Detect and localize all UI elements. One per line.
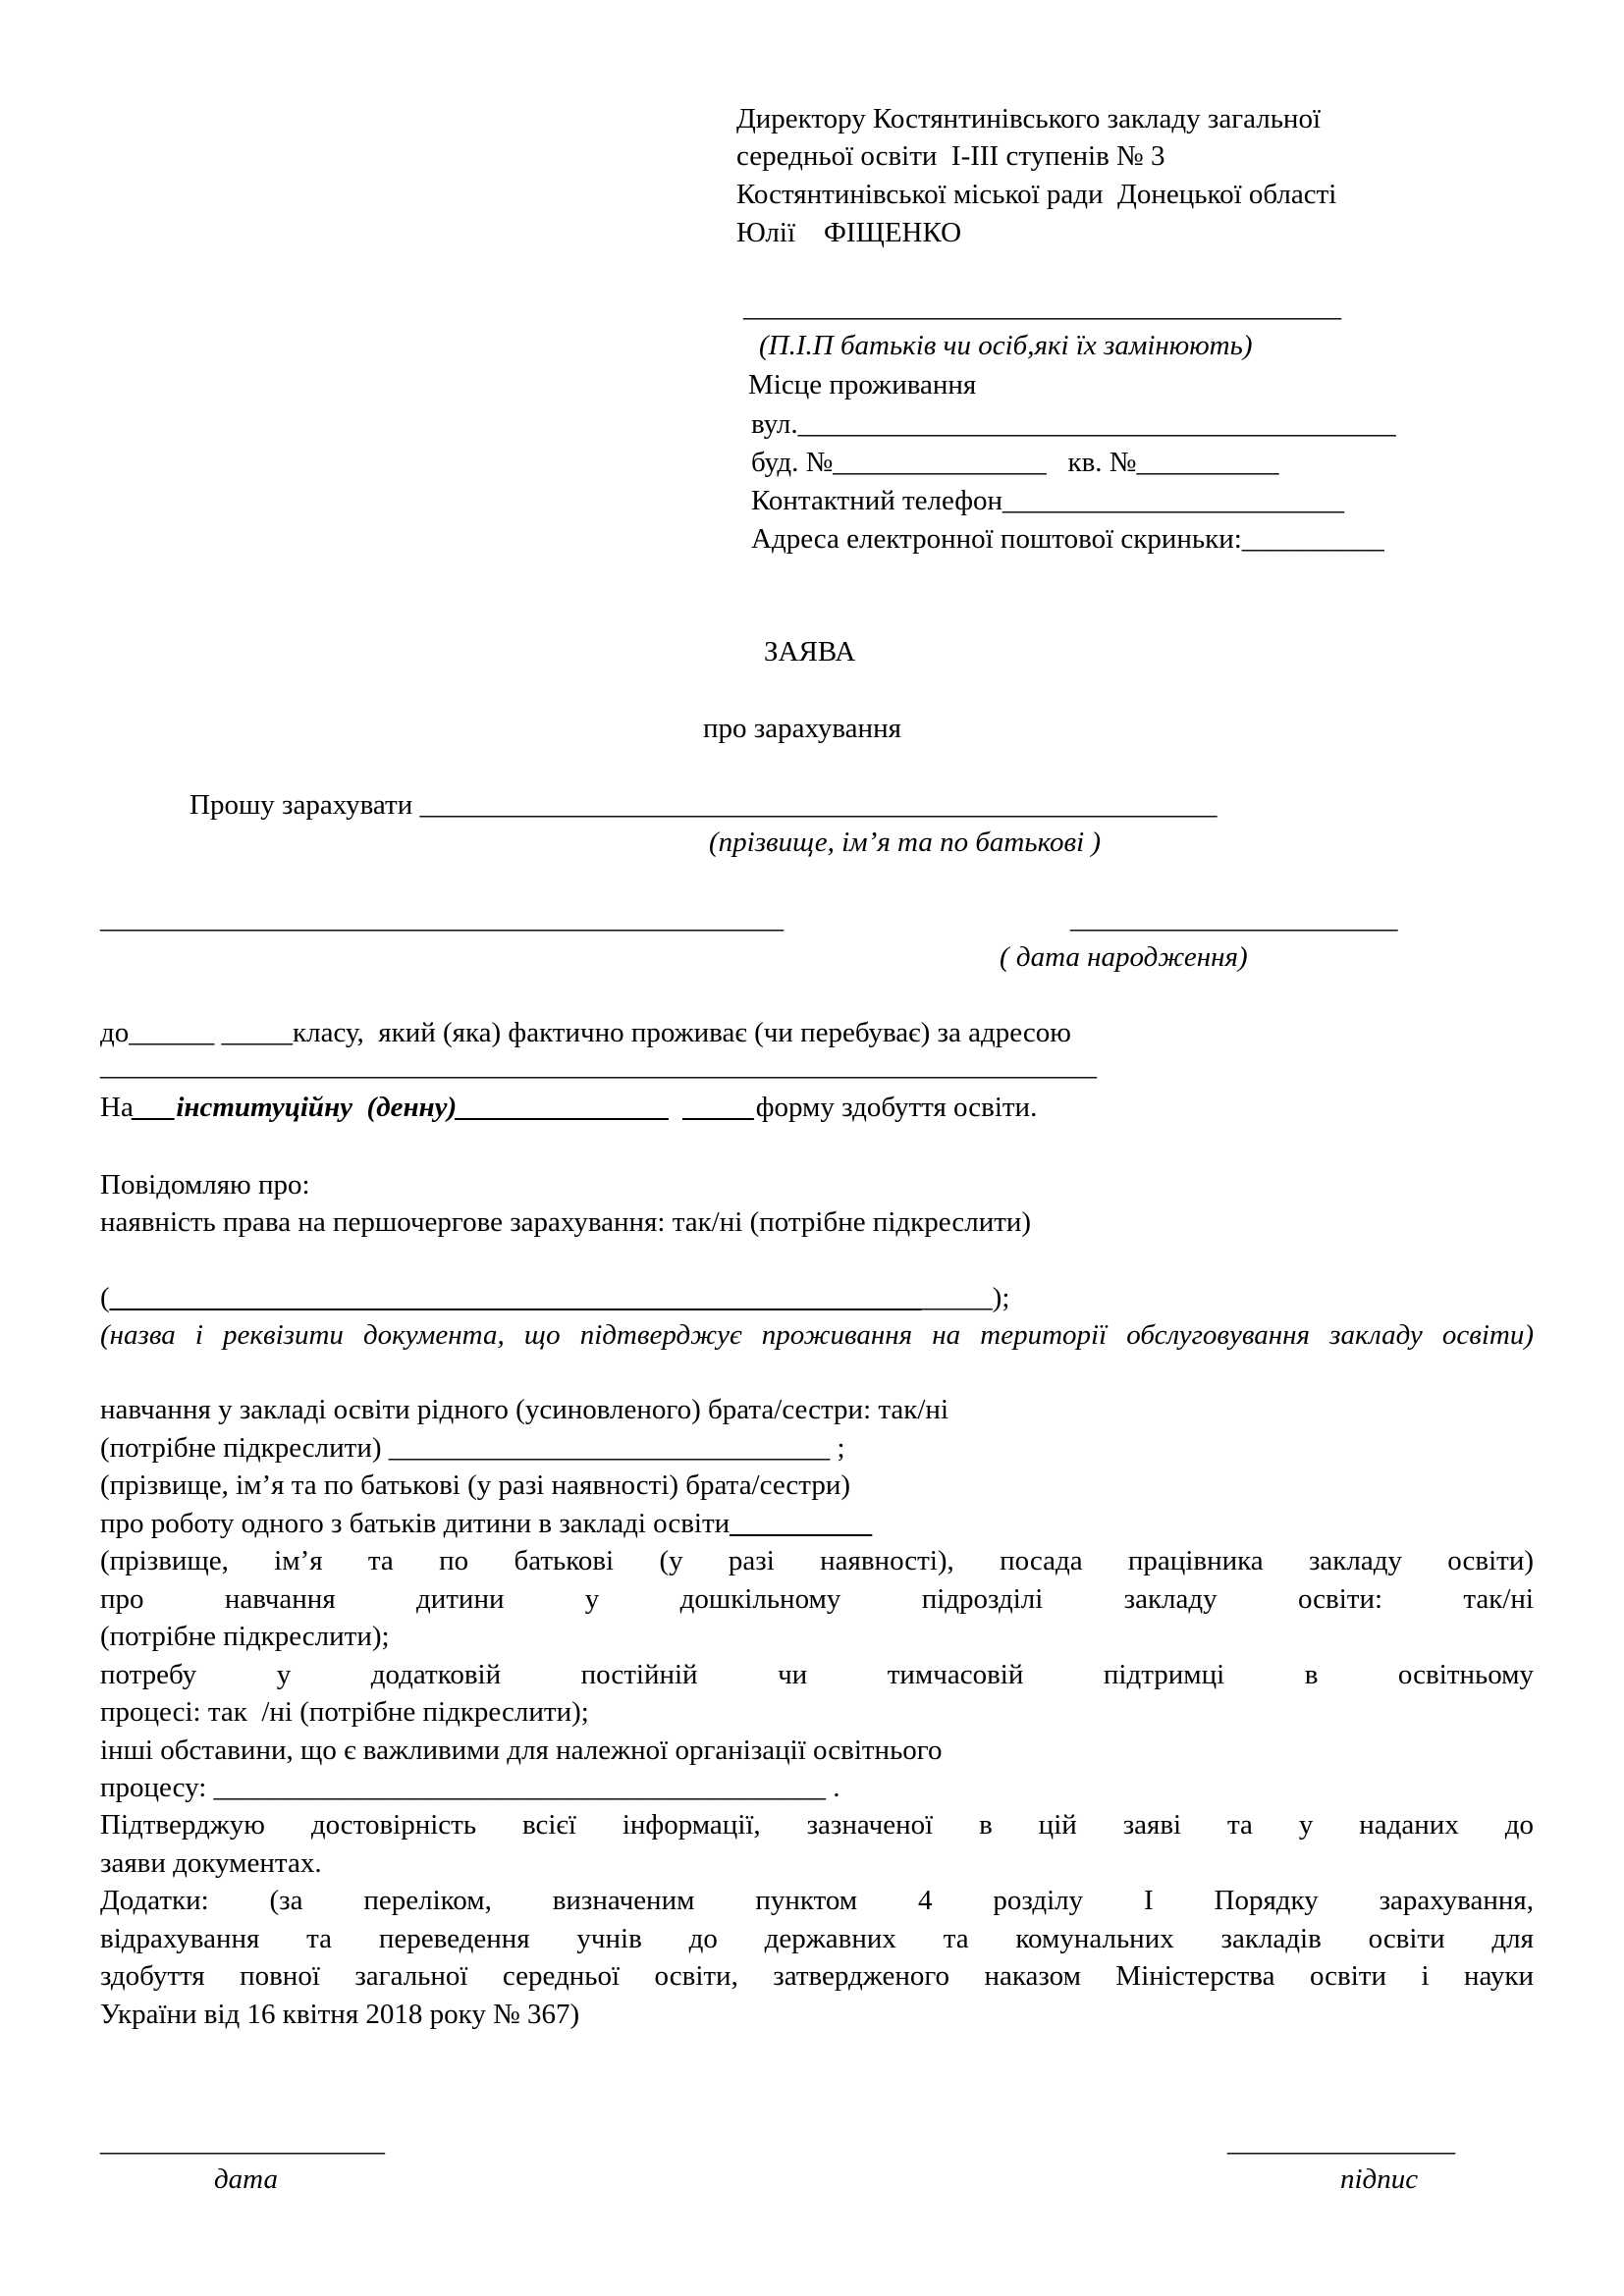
document-hint: (назва і реквізити документа, що підтверджує проживання на території обслуговування закладу освіти) [100,1319,1534,1351]
residence-label: Місце проживання [748,369,977,400]
parent-work-hint: (прізвище, ім’я та по батькові (у разі наявності), посада працівника закладу освіти) [100,1545,1534,1576]
address-blank[interactable]: ______________________________________________________________________ [100,1050,1097,1082]
confirm-line: Підтверджую достовірність всієї інформації, зазначеної в цій заяві та у наданих до [100,1809,1534,1841]
signature-field[interactable]: ________________ [1227,2126,1455,2158]
applicant-name-blank[interactable]: __________________________________________ [743,292,1341,323]
attachments-line-4: України від 16 квітня 2018 року № 367) [100,1999,580,2030]
email-field[interactable]: Адреса електронної поштової скриньки:__________ [751,523,1384,555]
parent-work-line[interactable] [100,1506,872,1541]
inform-heading: Повідомляю про: [100,1169,310,1201]
confirm-line-2: заяви документах. [100,1847,322,1879]
attachments-line-1: Додатки: (за переліком, визначеним пунктом 4 розділу І Порядку зарахування, [100,1885,1534,1916]
request-hint: (прізвище, ім’я та по батькові ) [709,827,1102,858]
attachments-line-2: відрахування та переведення учнів до державних та комунальних закладів освіти для [100,1923,1534,1954]
document-subtitle: про зарахування [703,713,901,744]
birth-hint: ( дата народження) [1000,941,1248,973]
street-field[interactable]: вул.__________________________________________ [751,408,1396,440]
addressee-line-2: середньої освіти І-ІІІ ступенів № 3 [736,140,1165,172]
attachments-line-3: здобуття повної загальної середньої освіти, затвердженого наказом Міністерства освіти і науки [100,1960,1534,1992]
applicant-name-hint: (П.І.П батьків чи осіб,які їх замінюють) [759,330,1253,361]
addressee-line-3: Костянтинівської міської ради Донецької області [736,179,1337,210]
document-tail: _____); [921,1282,1010,1313]
support-line-2: процесі: так /ні (потрібне підкреслити); [100,1696,589,1728]
sibling-line-2[interactable]: (потрібне підкреслити) _______________________________ ; [100,1432,845,1464]
birth-date-field[interactable]: _______________________ [1070,903,1398,934]
signature-label: підпис [1340,2163,1419,2195]
support-line: потребу у додатковій постійній чи тимчасовій підтримці в освітньому [100,1659,1534,1690]
priority-line: наявність права на першочергове зарахування: так/ні (потрібне підкреслити) [100,1206,1032,1238]
request-line[interactable]: Прошу зарахувати ________________________________________________________ [189,789,1218,821]
document-title: ЗАЯВА [764,636,856,667]
study-form-line [100,1090,1037,1125]
phone-field[interactable]: Контактний телефон________________________ [751,485,1345,516]
sibling-line-1: навчання у закладі освіти рідного (усиновленого) брата/сестри: так/ні [100,1394,948,1425]
document-open: ( [100,1282,110,1313]
study-form-prefix: На [100,1092,134,1123]
date-field[interactable]: ____________________ [100,2126,385,2158]
sibling-line-3: (прізвище, ім’я та по батькові (у разі наявності) брата/сестри) [100,1469,851,1501]
addressee-line-4: Юлії ФІЩЕНКО [736,217,962,248]
document-line[interactable] [100,1280,1009,1315]
preschool-line-2: (потрібне підкреслити); [100,1621,390,1652]
parent-work-label: про роботу одного з батьків дитини в закладі освіти [100,1508,731,1539]
other-line-2[interactable]: процесу: ___________________________________________ . [100,1772,840,1803]
addressee-line-1: Директору Костянтинівського закладу загальної [736,103,1321,134]
birth-line-left[interactable]: ________________________________________________ [100,903,784,934]
other-line: інші обставини, що є важливими для належної організації освітнього [100,1735,943,1766]
document-blank[interactable]: _________________________________________________________ [109,1282,922,1313]
parent-work-blank[interactable]: __________ [730,1508,873,1539]
study-form-value[interactable]: ___інституційну (денну)_______________ _____ [133,1092,756,1123]
date-label: дата [214,2163,278,2195]
building-field[interactable]: буд. №_______________ кв. №__________ [751,447,1279,478]
preschool-line: про навчання дитини у дошкільному підрозділі закладу освіти: так/ні [100,1583,1534,1615]
study-form-suffix: форму здобуття освіти. [755,1092,1038,1123]
class-line[interactable]: до______ _____класу, який (яка) фактично проживає (чи перебуває) за адресою [100,1017,1071,1048]
